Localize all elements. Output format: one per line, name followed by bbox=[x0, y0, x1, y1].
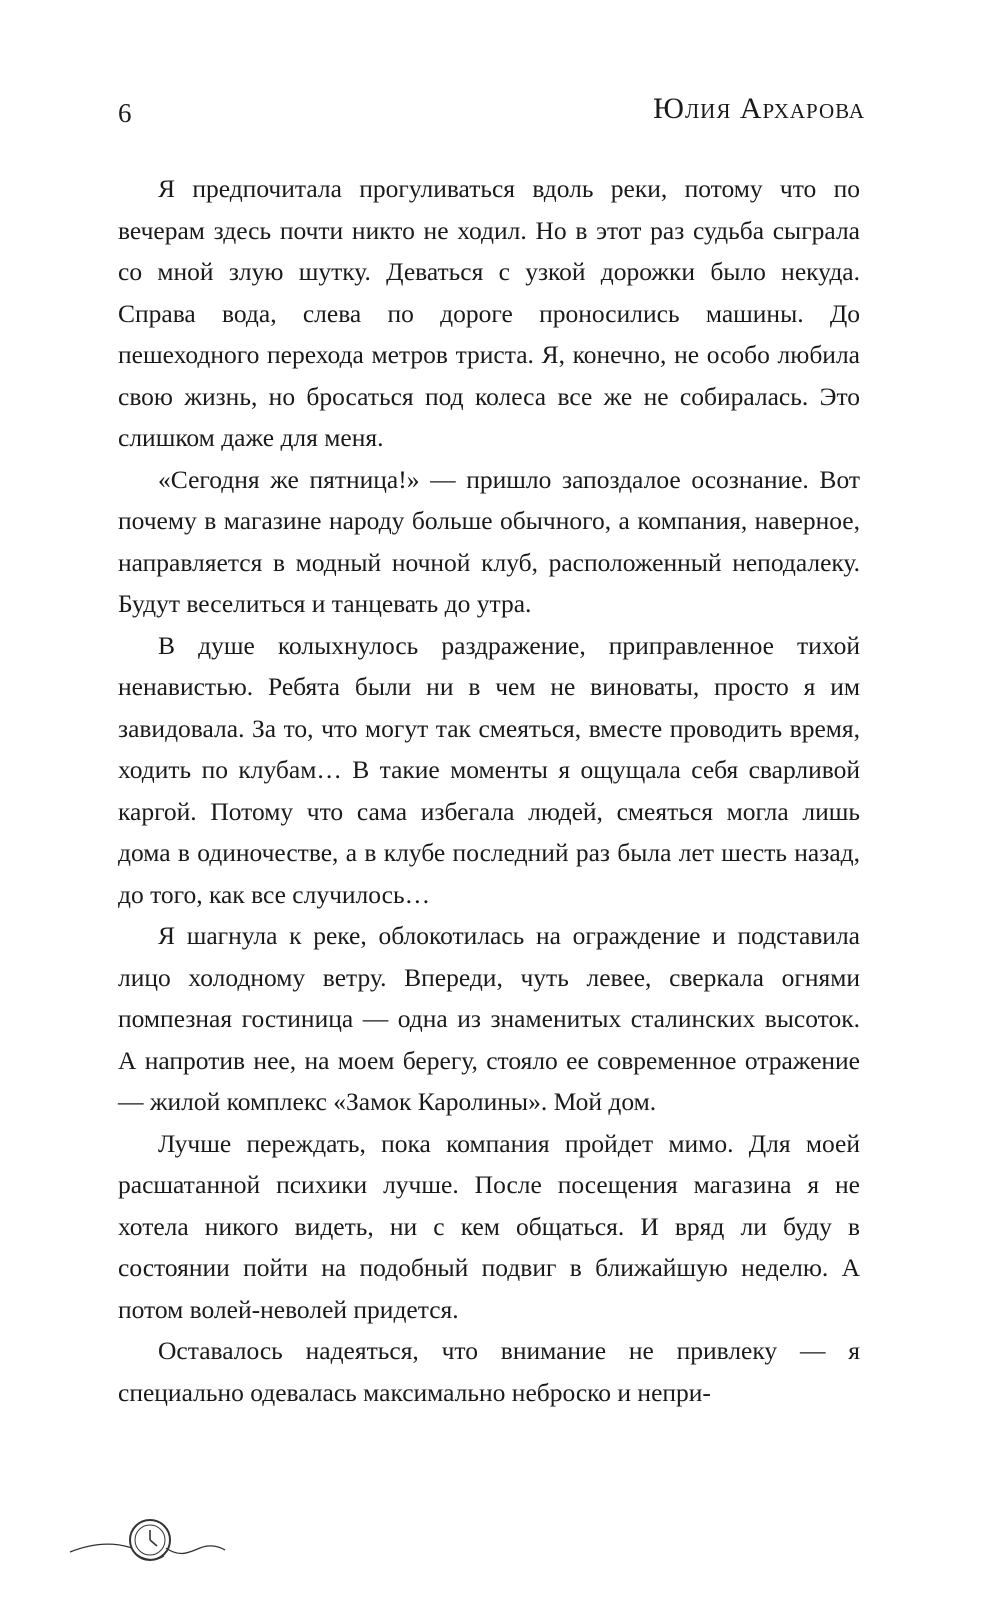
paragraph: Я предпочитала прогуливаться вдоль реки, потому что по вечерам здесь почти никто не ходил. Но в этот раз судьба сыграла со мной злую шутку. Деваться с узкой дорожки было некуда. Справа вода, слева по дороге проносились машины. До пешеходного перехода метров триста. Я, конечно, не особо любила свою жизнь, но бросаться под колеса все же не собиралась. Это слишком даже для меня. bbox=[118, 174, 860, 452]
running-head-author: Юлия Архарова bbox=[653, 92, 865, 125]
paragraph: «Сегодня же пятница!» — пришло запоздалое осознание. Вот почему в магазине народу больше обычного, а компания, наверное, направляется в модный ночной клуб, расположенный неподалеку. Будут веселиться и танцевать до утра. bbox=[118, 464, 860, 618]
paragraph: Лучше переждать, пока компания пройдет мимо. Для моей расшатанной психики лучше. После посещения магазина я не хотела никого видеть, ни с кем общаться. И вряд ли буду в состоянии пойти на подобный подвиг в ближайшую неделю. А потом волей-неволей придется. bbox=[118, 1128, 860, 1324]
paragraph: Оставалось надеяться, что внимание не привлеку — я специально одевалась максимально неброско и непри- bbox=[118, 1336, 860, 1407]
body-text bbox=[118, 168, 860, 1413]
paragraph: Я шагнула к реке, облокотилась на ограждение и подставила лицо холодному ветру. Впереди, чуть левее, сверкала огнями помпезная гостиница — одна из знаменитых сталинских высоток. А напротив нее, на моем берегу, стояло ее современное отражение — жилой комплекс «Замок Каролины». Мой дом. bbox=[118, 921, 860, 1116]
page-number: 6 bbox=[118, 98, 132, 128]
clock-swirl-icon bbox=[60, 1500, 230, 1570]
paragraph: В душе колыхнулось раздражение, приправленное тихой ненавистью. Ребята были ни в чем не виноваты, просто я им завидовала. За то, что могут так смеяться, вместе проводить время, ходить по клубам… В такие моменты я ощущала себя сварливой каргой. Потому что сама избегала людей, смеяться могла лишь дома в одиночестве, а в клубе последний раз была лет шесть назад, до того, как все случилось… bbox=[118, 630, 860, 909]
